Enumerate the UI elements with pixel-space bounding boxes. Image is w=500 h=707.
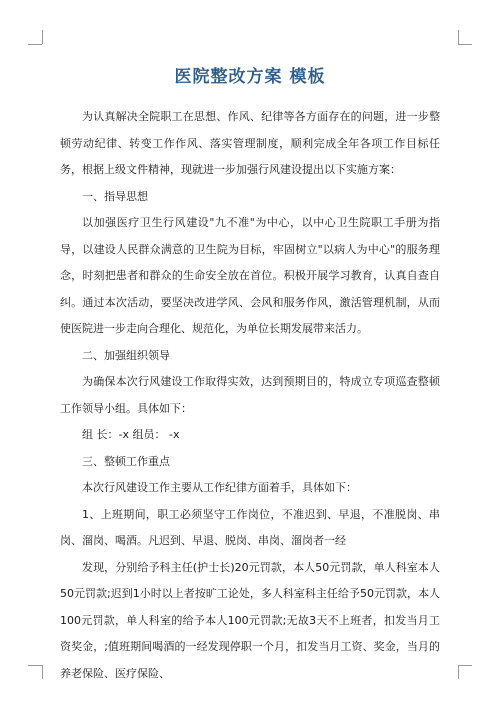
crop-mark-bottom-left [42, 665, 43, 679]
crop-mark-top-right [458, 30, 459, 44]
crop-mark-bottom-right [458, 665, 472, 666]
intro-paragraph: 为认真解决全院职工在思想、作风、纪律等各方面存在的问题，进一步整顿劳动纪律、转变工作作风、落实管理制度，顺利完成全年各项工作目标任务，根据上级文件精神，现就进一步加强行风建设提出以下实施方案： [60, 110, 440, 176]
crop-mark-bottom-right [458, 665, 459, 679]
crop-mark-bottom-left [28, 665, 42, 666]
document-body [60, 104, 440, 687]
crop-mark-top-left [42, 30, 43, 44]
section-heading-guiding-ideology: 一、指导思想 [82, 189, 148, 203]
organization-paragraph: 为确保本次行风建设工作取得实效，达到预期目的，特成立专项巡查整顿工作领导小组。具体如下： [60, 375, 440, 415]
section-heading-key-points: 三、整顿工作重点 [82, 454, 170, 468]
team-members-line: 组 长：-x 组员： -x [82, 428, 180, 441]
rule-item-1: 1、上班期间，职工必须坚守工作岗位，不准迟到、早退，不准脱岗、串岗、溜岗、喝酒。凡迟到、早退、脱岗、串岗、溜岗者一经 [60, 507, 440, 547]
crop-mark-top-right [458, 44, 472, 45]
guiding-ideology-paragraph: 以加强医疗卫生行风建设"九不准"为中心，以中心卫生院职工手册为指导，以建设人民群众满意的卫生院为目标，牢固树立"以病人为中心"的服务理念，时刻把患者和群众的生命安全放在首位。积极开展学习教育，认真自查自纠。通过本次活动，要坚决改进学风、会风和服务作风，激活管理机制，从而使医院进一步走向合理化、规范化，为单位长期发展带来活力。 [60, 216, 440, 335]
section-heading-organization: 二、加强组织领导 [82, 348, 170, 362]
document-title: 医院整改方案 模板 [174, 67, 326, 87]
crop-mark-top-left [28, 44, 42, 45]
rule-item-1-continued: 发现，分别给予科主任(护士长)20元罚款，本人50元罚款，单人科室本人50元罚款;迟到1小时以上者按旷工论处，多人科室科主任给予50元罚款，本人100元罚款，单人科室的给予本人100元罚款;无故3天不上班者，扣发当月工资奖金，;值班期间喝酒的一经发现停职一个月，扣发当月工资、奖金，当月的养老保险、医疗保险、 [60, 560, 440, 680]
key-points-intro: 本次行风建设工作主要从工作纪律方面着手，具体如下： [82, 481, 357, 494]
